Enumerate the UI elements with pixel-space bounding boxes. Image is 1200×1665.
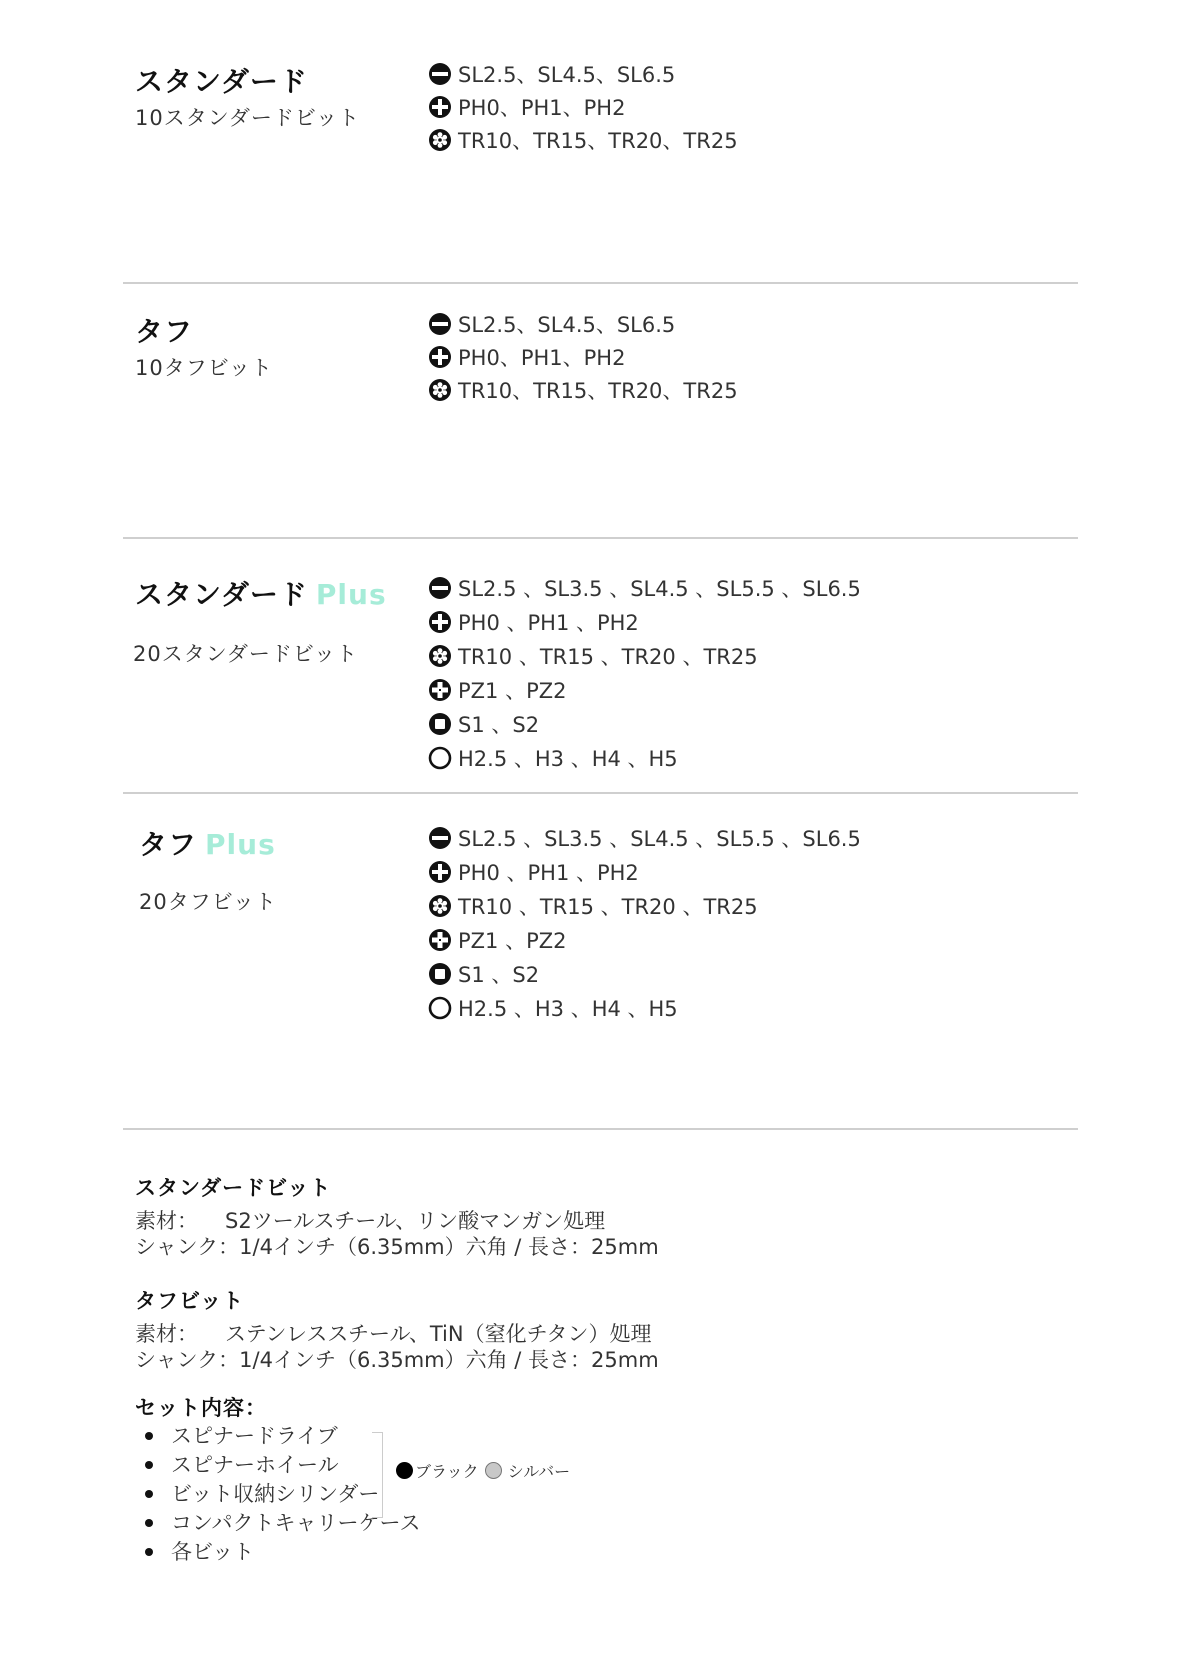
bit-row xyxy=(428,307,738,340)
plus-label: Plus xyxy=(315,578,387,611)
color-silver-label: シルバー xyxy=(507,1462,571,1481)
bit-text: H2.5 、H3 、H4 、H5 xyxy=(458,997,678,1021)
bit-text: SL2.5、SL4.5、SL6.5 xyxy=(458,312,676,337)
section-subtitle: 20スタンダードビット xyxy=(133,642,359,666)
torx-icon xyxy=(428,644,452,668)
bit-text: S1 、S2 xyxy=(458,713,540,737)
color-bracket xyxy=(372,1432,383,1518)
bit-text: PZ1 、PZ2 xyxy=(458,679,567,703)
divider xyxy=(123,792,1078,794)
plus-label: Plus xyxy=(205,828,276,861)
bit-row xyxy=(428,340,738,373)
bit-text: SL2.5 、SL3.5 、SL4.5 、SL5.5 、SL6.5 xyxy=(458,827,861,851)
bit-row xyxy=(428,571,861,605)
slotted-icon xyxy=(428,826,452,850)
pozidriv-icon xyxy=(428,928,452,952)
bit-row xyxy=(428,57,738,90)
spec-tough-bit xyxy=(135,1285,659,1373)
section-standard xyxy=(123,55,1078,175)
bit-text: PH0 、PH1 、PH2 xyxy=(458,861,639,885)
bit-row xyxy=(428,741,861,775)
bit-list xyxy=(428,57,738,156)
list-item: ビット収納シリンダー xyxy=(135,1480,420,1509)
bit-list xyxy=(428,821,861,1025)
section-title: タフ xyxy=(135,315,194,348)
phillips-icon xyxy=(428,345,452,369)
section-title: スタンダード xyxy=(135,65,308,98)
bit-text: TR10、TR15、TR20、TR25 xyxy=(458,128,738,153)
bit-list xyxy=(428,571,861,775)
bit-list xyxy=(428,307,738,406)
spec-shank: シャンク：1/4インチ（6.35mm）六角 / 長さ：25mm xyxy=(135,1348,659,1372)
bit-text: PH0、PH1、PH2 xyxy=(458,345,626,370)
list-item: スピナードライブ xyxy=(135,1422,420,1451)
bit-row xyxy=(428,889,861,923)
list-item: 各ビット xyxy=(135,1538,420,1567)
spec-material-label: 素材： xyxy=(135,1322,198,1346)
torx-icon xyxy=(428,128,452,152)
bit-text: PH0、PH1、PH2 xyxy=(458,95,626,120)
black-swatch-icon xyxy=(396,1462,413,1479)
bit-row xyxy=(428,957,861,991)
bit-row xyxy=(428,707,861,741)
section-tough-plus xyxy=(123,818,1078,1028)
section-subtitle: 10スタンダードビット xyxy=(135,106,361,130)
spec-material xyxy=(135,1321,659,1347)
phillips-icon xyxy=(428,95,452,119)
bit-row xyxy=(428,605,861,639)
set-contents-title xyxy=(135,1392,267,1422)
section-title: スタンダード Plus xyxy=(135,578,387,611)
spec-material xyxy=(135,1208,659,1234)
bit-row xyxy=(428,991,861,1025)
spec-title: スタンダードビット xyxy=(135,1176,332,1200)
hex-icon xyxy=(428,746,452,770)
bit-text: PH0 、PH1 、PH2 xyxy=(458,611,639,635)
bit-text: H2.5 、H3 、H4 、H5 xyxy=(458,747,678,771)
bit-row xyxy=(428,923,861,957)
spec-title: セット内容： xyxy=(135,1396,267,1420)
square-icon xyxy=(428,962,452,986)
bit-text: SL2.5 、SL3.5 、SL4.5 、SL5.5 、SL6.5 xyxy=(458,577,861,601)
spec-shank: シャンク：1/4インチ（6.35mm）六角 / 長さ：25mm xyxy=(135,1235,659,1259)
bit-row xyxy=(428,673,861,707)
spec-material-value: S2ツールスチール、リン酸マンガン処理 xyxy=(225,1209,606,1233)
square-icon xyxy=(428,712,452,736)
bit-row xyxy=(428,855,861,889)
divider xyxy=(123,282,1078,284)
bit-text: SL2.5、SL4.5、SL6.5 xyxy=(458,62,676,87)
section-subtitle: 10タフビット xyxy=(135,356,273,380)
bit-text: PZ1 、PZ2 xyxy=(458,929,567,953)
section-standard-plus xyxy=(123,568,1078,778)
divider xyxy=(123,537,1078,539)
list-item: スピナーホイール xyxy=(135,1451,420,1480)
section-subtitle: 20タフビット xyxy=(139,890,277,914)
bit-row xyxy=(428,821,861,855)
list-item: コンパクトキャリーケース xyxy=(135,1509,420,1538)
slotted-icon xyxy=(428,312,452,336)
bit-text: S1 、S2 xyxy=(458,963,540,987)
torx-icon xyxy=(428,378,452,402)
torx-icon xyxy=(428,894,452,918)
spec-title: タフビット xyxy=(135,1289,245,1313)
phillips-icon xyxy=(428,860,452,884)
slotted-icon xyxy=(428,62,452,86)
section-tough xyxy=(123,305,1078,425)
bit-text: TR10、TR15、TR20、TR25 xyxy=(458,378,738,403)
bit-row xyxy=(428,373,738,406)
bit-text: TR10 、TR15 、TR20 、TR25 xyxy=(458,895,758,919)
color-options xyxy=(396,1459,570,1482)
bit-row xyxy=(428,639,861,673)
hex-icon xyxy=(428,996,452,1020)
slotted-icon xyxy=(428,576,452,600)
phillips-icon xyxy=(428,610,452,634)
divider xyxy=(123,1128,1078,1130)
spec-material-value: ステンレススチール、TiN（窒化チタン）処理 xyxy=(225,1322,652,1346)
bit-row xyxy=(428,123,738,156)
section-title: タフ Plus xyxy=(139,828,276,861)
bit-text: TR10 、TR15 、TR20 、TR25 xyxy=(458,645,758,669)
spec-standard-bit xyxy=(135,1172,659,1260)
spec-material-label: 素材： xyxy=(135,1209,198,1233)
pozidriv-icon xyxy=(428,678,452,702)
color-black-label: ブラック xyxy=(415,1462,479,1481)
bit-row xyxy=(428,90,738,123)
silver-swatch-icon xyxy=(485,1462,502,1479)
